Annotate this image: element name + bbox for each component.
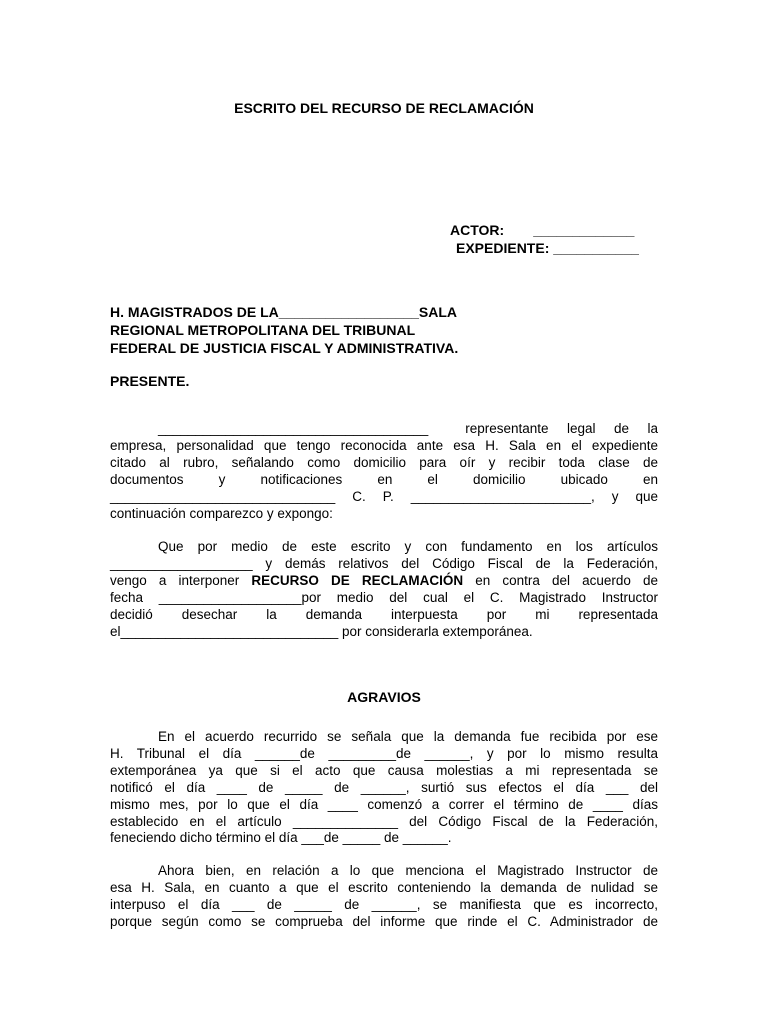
addressee-block bbox=[110, 303, 458, 357]
paragraph-line: empresa, personalidad que tengo reconocida ante esa H. Sala en el expediente bbox=[110, 437, 658, 453]
paragraph-line: ____________________________________ representante legal de la bbox=[158, 421, 658, 436]
paragraph-line: ______________________________ C. P. ________________________, y que bbox=[110, 488, 658, 504]
actor-value: _____________ bbox=[533, 222, 635, 238]
paragraph-line: establecido en el artículo ______________ del Código Fiscal de la Federación, bbox=[110, 813, 658, 829]
recurso-bold-text: RECURSO DE RECLAMACIÓN bbox=[251, 572, 464, 588]
addressee-line: H. MAGISTRADOS DE LA__________________SALA bbox=[110, 304, 458, 320]
paragraph-line: interpuso el día ___ de _____ de ______, se manifiesta que es incorrecto, bbox=[110, 896, 658, 912]
addressee-line: FEDERAL DE JUSTICIA FISCAL Y ADMINISTRATIVA. bbox=[110, 340, 459, 356]
paragraph-line: extemporánea ya que si el acto que causa molestias a mi representada se bbox=[110, 762, 658, 778]
paragraph-line: citado al rubro, señalando como domicilio para oír y recibir toda clase de bbox=[110, 454, 658, 470]
paragraph-line: ___________________ y demás relativos del Código Fiscal de la Federación, bbox=[110, 555, 658, 571]
paragraph-agravio-1 bbox=[110, 729, 658, 847]
paragraph-line: notificó el día ____ de _____ de ______, surtió sus efectos el día ___ del bbox=[110, 779, 658, 795]
case-info-block bbox=[450, 221, 639, 257]
paragraph-intro bbox=[110, 421, 658, 522]
paragraph-line: Ahora bien, en relación a lo que menciona el Magistrado Instructor de bbox=[158, 863, 658, 878]
paragraph-line: continuación comparezco y expongo: bbox=[110, 505, 333, 521]
text-run: vengo a interponer bbox=[110, 572, 252, 588]
agravios-heading: AGRAVIOS bbox=[347, 689, 421, 705]
expediente-value: ___________ bbox=[553, 240, 639, 256]
paragraph-line: decidió desechar la demanda interpuesta por mi representada bbox=[110, 606, 658, 622]
paragraph-line: fecha ___________________por medio del cual el C. Magistrado Instructor bbox=[110, 589, 658, 605]
document-title: ESCRITO DEL RECURSO DE RECLAMACIÓN bbox=[234, 100, 534, 116]
paragraph-line: porque según como se comprueba del informe que rinde el C. Administrador de bbox=[110, 913, 658, 929]
expediente-line bbox=[450, 239, 639, 257]
paragraph-line: esa H. Sala, en cuanto a que el escrito conteniendo la demanda de nulidad se bbox=[110, 879, 658, 895]
actor-line bbox=[450, 221, 639, 239]
paragraph-line: mismo mes, por lo que el día ____ comenzó a correr el término de ____ días bbox=[110, 796, 658, 812]
paragraph-line bbox=[110, 573, 658, 590]
actor-label: ACTOR: bbox=[450, 222, 505, 238]
presente-heading: PRESENTE. bbox=[110, 373, 190, 389]
expediente-label: EXPEDIENTE: bbox=[456, 240, 550, 256]
addressee-line: REGIONAL METROPOLITANA DEL TRIBUNAL bbox=[110, 322, 416, 338]
text-run: en contra del acuerdo de bbox=[463, 572, 658, 588]
paragraph-line: documentos y notificaciones en el domicilio ubicado en bbox=[110, 471, 658, 487]
paragraph-line: feneciendo dicho término el día ___de _____ de ______. bbox=[110, 830, 452, 846]
paragraph-agravio-2 bbox=[110, 863, 658, 931]
paragraph-line: el_____________________________ por considerarla extemporánea. bbox=[110, 623, 533, 639]
paragraph-line: Que por medio de este escrito y con fundamento en los artículos bbox=[158, 539, 658, 554]
paragraph-line: En el acuerdo recurrido se señala que la demanda fue recibida por ese bbox=[158, 729, 658, 744]
paragraph-recurso bbox=[110, 539, 658, 640]
paragraph-line: H. Tribunal el día ______de _________de ______, y por lo mismo resulta bbox=[110, 745, 658, 761]
